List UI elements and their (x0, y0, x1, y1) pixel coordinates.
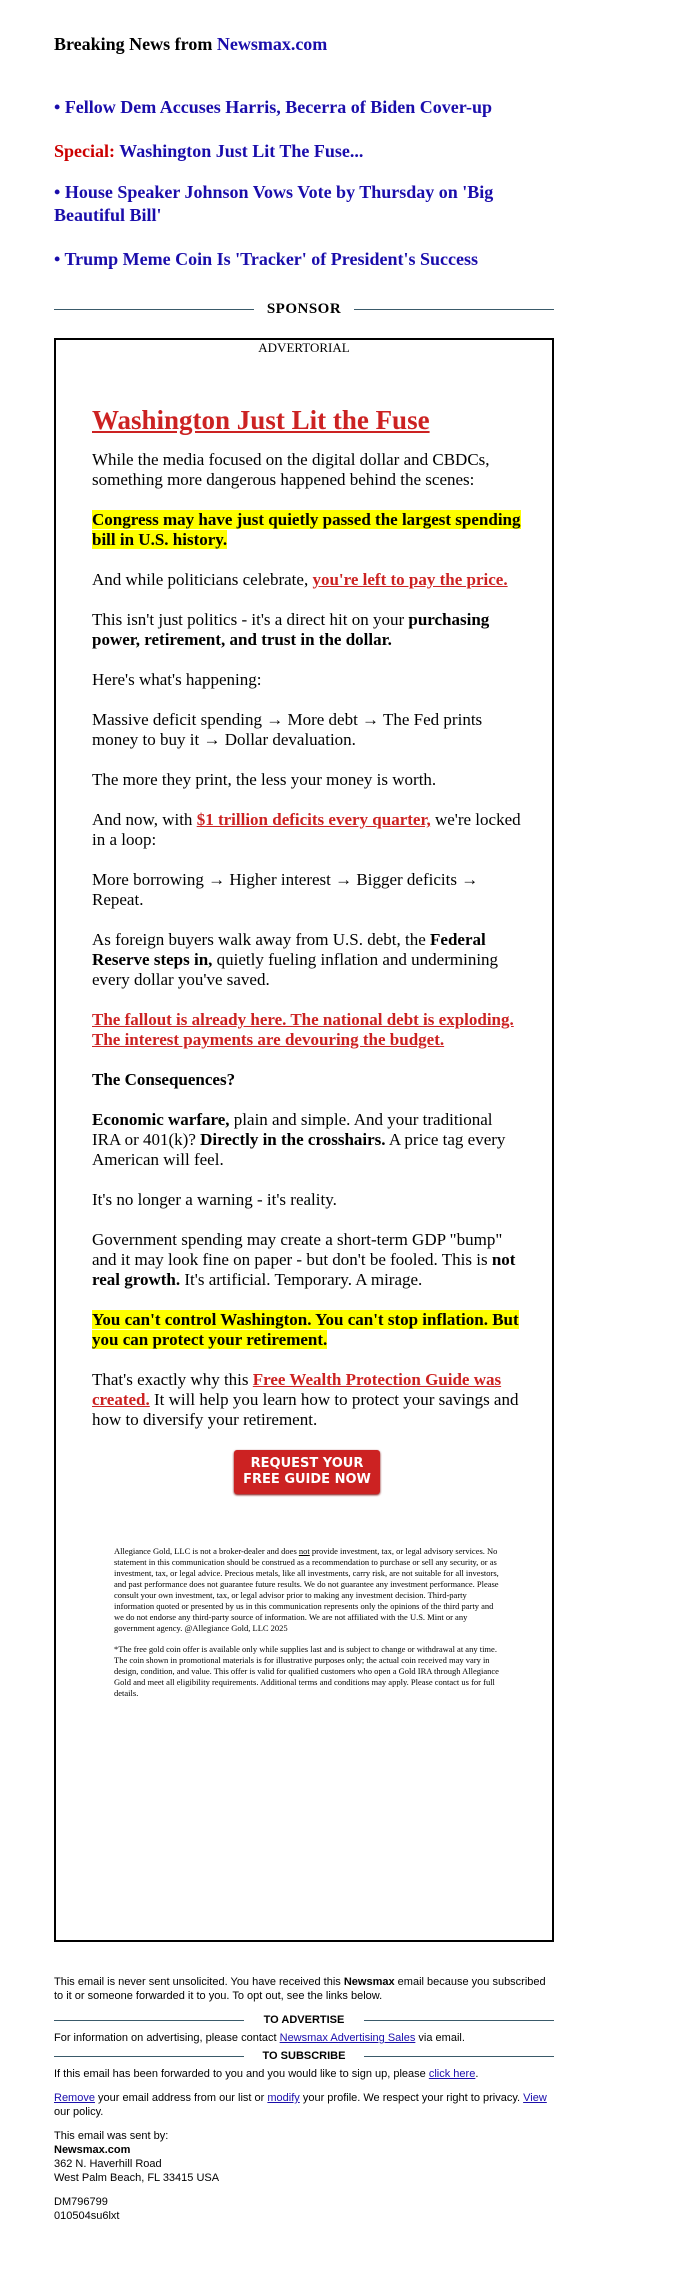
ad-paragraph (92, 450, 522, 490)
ad-paragraph-highlight (92, 1310, 522, 1350)
headline-special[interactable] (54, 140, 554, 163)
advertising-sales-link[interactable]: Newsmax Advertising Sales (279, 2032, 416, 2044)
request-guide-button[interactable] (234, 1450, 380, 1494)
remove-link[interactable]: Remove (54, 2092, 95, 2104)
underlined-text: not (298, 1546, 310, 1556)
bold-text: Directly in the crosshairs. (200, 1130, 386, 1149)
bold-text: not real growth. (92, 1250, 516, 1289)
ad-content (92, 404, 522, 1709)
text: plain and simple. And your traditional IRA or 401(k)? (92, 1110, 493, 1149)
ad-paragraph (92, 710, 522, 750)
advertise-divider (54, 2013, 554, 2029)
tracking-code: 010504su6lxt (54, 2210, 120, 2222)
ad-paragraph (92, 570, 522, 590)
ad-paragraph (92, 1190, 522, 1210)
disclaimer (114, 1546, 500, 1699)
text: *The free gold coin offer is available only while supplies last and is subject to change or withdrawal at any time. The coin shown in promotional materials is for illustrative purposes only; the actual coin received may vary in design, condition, and value. This offer is valid for qualified customers who open a Gold IRA through Allegiance Gold and meet all eligibility requirements. Additional terms and conditions may apply. Please contact us for full details. (114, 1644, 499, 1698)
bullet: • (54, 249, 61, 269)
ad-paragraph (92, 870, 522, 910)
text: This isn't just politics - it's a direct hit on your (92, 610, 405, 629)
brand-link[interactable]: Newsmax.com (216, 34, 328, 54)
headline-text[interactable]: Fellow Dem Accuses Harris, Becerra of Biden Cover-up (64, 97, 493, 117)
text: This email was sent by: (54, 2130, 169, 2142)
cta-line-1: REQUEST YOUR (250, 1456, 364, 1471)
breaking-news-header (54, 34, 327, 55)
text: It's artificial. Temporary. A mirage. (184, 1270, 423, 1289)
email-footer (54, 1975, 554, 2233)
remove-info (54, 2091, 554, 2119)
ad-paragraph (92, 610, 522, 650)
bold-text: Newsmax (343, 1976, 395, 1988)
text: It's no longer a warning - it's reality. (92, 1190, 337, 1209)
text: As foreign buyers walk away from U.S. debt, the (92, 930, 426, 949)
headline-text[interactable]: House Speaker Johnson Vows Vote by Thursday on 'Big Beautiful Bill' (54, 182, 494, 225)
tracking-codes (54, 2195, 554, 2223)
text: Massive deficit spending → More debt → The Fed prints money to buy it → Dollar devaluation. (92, 710, 483, 749)
cta-container (92, 1450, 522, 1494)
text: your profile. We respect your right to privacy. (302, 2092, 521, 2104)
subscribe-info (54, 2067, 554, 2081)
text: More borrowing → Higher interest → Bigger deficits → Repeat. (92, 870, 479, 909)
subscribe-label: TO SUBSCRIBE (262, 2050, 346, 2062)
ad-paragraph (92, 770, 522, 790)
text: It will help you learn how to protect your savings and how to diversify your retirement. (92, 1390, 519, 1429)
text: . (475, 2068, 479, 2080)
bold-text: purchasing power, retirement, and trust in the dollar. (92, 610, 490, 649)
ad-paragraph (92, 1110, 522, 1170)
sponsor-divider (54, 300, 554, 320)
headline-1[interactable] (54, 96, 554, 119)
bullet: • (54, 97, 61, 117)
pay-price-link[interactable]: you're left to pay the price. (312, 570, 508, 589)
text: provide investment, tax, or legal advisory services. No statement in this communication should be construed as a recommendation to purchase or sell any security, or as investment, tax, or legal advice. Precious metals, like all investments, carry risk, are not suitable for all investors, and past performance does not guarantee future results. We do not guarantee any investment performance. Please consult your own investment, tax, or legal advisor prior to making any investment decision. Third-party information quoted or presented by us in this communication represents only the opinions of the third party and we do not endorse any third-party source of information. We are not affiliated with the U.S. Mint or any government agency. @Allegiance Gold, LLC 2025 (114, 1546, 499, 1633)
address-line: West Palm Beach, FL 33415 USA (54, 2172, 220, 2184)
view-policy-link[interactable]: View (523, 2092, 547, 2104)
ad-paragraph-highlight (92, 510, 522, 550)
advertorial-box (54, 338, 554, 1942)
text: And now, with (92, 810, 193, 829)
headline-text[interactable]: Trump Meme Coin Is 'Tracker' of President's Success (64, 249, 478, 269)
text: The more they print, the less your money is worth. (92, 770, 437, 789)
ad-paragraph (92, 810, 522, 850)
deficits-link[interactable]: $1 trillion deficits every quarter, (196, 810, 431, 829)
subscribe-link[interactable]: click here (428, 2068, 476, 2080)
text: This email is never sent unsolicited. You have received this (54, 1976, 341, 1988)
headline-text[interactable]: Washington Just Lit The Fuse... (119, 141, 364, 161)
highlight-text: Congress may have just quietly passed the largest spending bill in U.S. history. (92, 510, 521, 549)
sender-info (54, 2129, 554, 2185)
ad-paragraph (92, 670, 522, 690)
advertise-label: TO ADVERTISE (263, 2014, 345, 2026)
text: quietly fueling inflation and undermining every dollar you've saved. (92, 950, 499, 989)
text: And while politicians celebrate, (92, 570, 309, 589)
bullet: • (54, 182, 61, 202)
text: If this email has been forwarded to you and you would like to sign up, please (54, 2068, 426, 2080)
breaking-prefix: Breaking News from (54, 34, 213, 54)
address-line: 362 N. Haverhill Road (54, 2158, 162, 2170)
unsolicited-notice (54, 1975, 554, 2003)
headline-4[interactable] (54, 248, 554, 271)
text: While the media focused on the digital dollar and CBDCs, something more dangerous happened behind the scenes: (92, 450, 490, 489)
bold-text: Economic warfare, (92, 1110, 230, 1129)
highlight-text: You can't control Washington. You can't stop inflation. But you can protect your retirement. (92, 1310, 519, 1349)
text: Government spending may create a short-term GDP "bump" and it may look fine on paper - but don't be fooled. This is (92, 1230, 503, 1269)
company-name: Newsmax.com (54, 2144, 131, 2156)
text: email because you subscribed to it or someone forwarded it to you. To opt out, see the links below. (54, 1976, 546, 2002)
text: your email address from our list or (98, 2092, 265, 2104)
text: via email. (418, 2032, 465, 2044)
special-prefix: Special: (54, 141, 115, 161)
headline-3[interactable] (54, 181, 554, 227)
bold-text: Federal Reserve steps in, (92, 930, 486, 969)
text: A price tag every American will feel. (92, 1130, 506, 1169)
text: Allegiance Gold, LLC is not a broker-dealer and does (114, 1546, 297, 1556)
ad-title-link[interactable]: Washington Just Lit the Fuse (92, 405, 430, 435)
bold-text: The Consequences? (92, 1070, 236, 1089)
sponsor-label: SPONSOR (266, 301, 342, 317)
ad-paragraph (92, 930, 522, 990)
text: Here's what's happening: (92, 670, 262, 689)
subscribe-divider (54, 2049, 554, 2065)
ad-paragraph (92, 1370, 522, 1430)
ad-paragraph (92, 1230, 522, 1290)
ad-paragraph (92, 1010, 522, 1050)
advertise-info (54, 2031, 554, 2045)
tracking-code: DM796799 (54, 2196, 108, 2208)
cta-line-2: FREE GUIDE NOW (243, 1472, 371, 1487)
disclaimer-paragraph (114, 1644, 500, 1699)
advertorial-label: ADVERTORIAL (258, 340, 350, 355)
ad-paragraph (92, 1070, 522, 1090)
text: For information on advertising, please contact (54, 2032, 277, 2044)
text: That's exactly why this (92, 1370, 249, 1389)
modify-link[interactable]: modify (267, 2092, 300, 2104)
text: we're locked in a loop: (92, 810, 521, 849)
disclaimer-paragraph (114, 1546, 500, 1634)
text: our policy. (54, 2106, 104, 2118)
wealth-guide-link[interactable]: Free Wealth Protection Guide was created. (92, 1370, 502, 1409)
fallout-link[interactable]: The fallout is already here. The national debt is exploding. The interest payments are devouring the budget. (92, 1010, 514, 1049)
